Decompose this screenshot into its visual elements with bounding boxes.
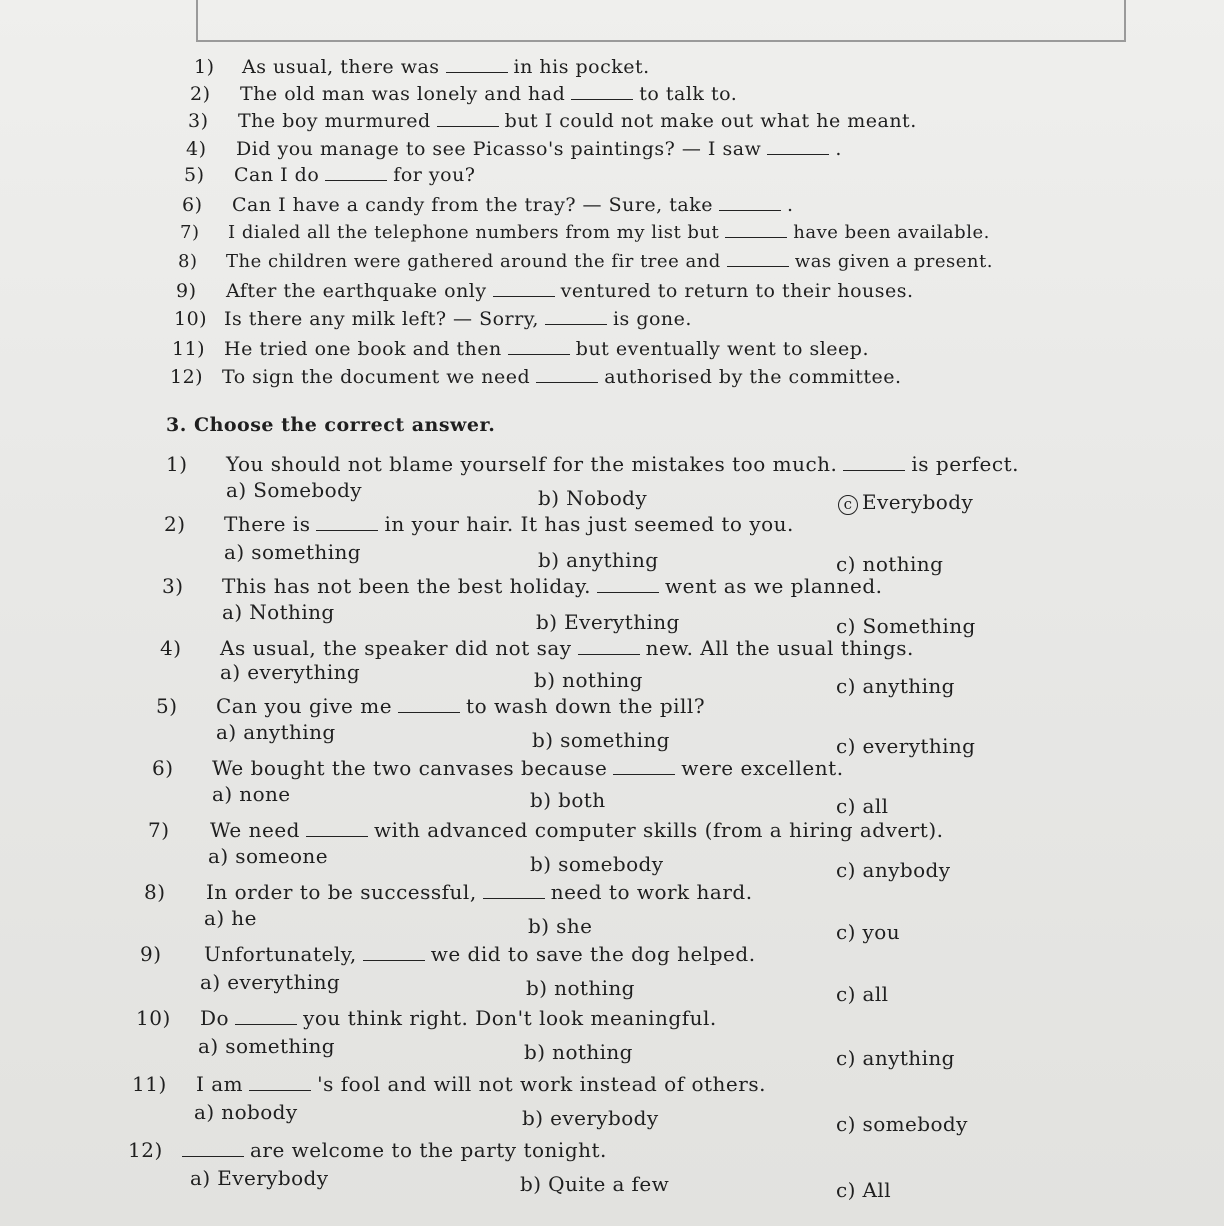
item-number: 11) — [172, 338, 206, 360]
s3-question-2 — [164, 512, 794, 536]
section-3-title: 3. Choose the correct answer. — [166, 414, 496, 436]
question-text-after: need to work hard. — [550, 880, 753, 904]
item-text-after: . — [835, 138, 842, 160]
s2-item-10 — [174, 308, 692, 330]
item-text-before: To sign the document we need — [222, 366, 531, 388]
item-text-after: ventured to return to their houses. — [560, 280, 914, 302]
question-number: 8) — [144, 880, 166, 904]
option-b[interactable]: b) Nobody — [538, 486, 648, 510]
item-text-after: but eventually went to sleep. — [575, 338, 869, 360]
question-text-after: is perfect. — [911, 452, 1019, 476]
question-number: 11) — [132, 1072, 167, 1096]
option-a[interactable]: a) he — [204, 906, 257, 930]
option-c[interactable]: c) Something — [836, 614, 976, 638]
item-text-after: for you? — [393, 164, 476, 186]
item-text-before: Can I have a candy from the tray? — Sure, take — [232, 194, 713, 216]
item-number: 2) — [190, 83, 211, 105]
question-text-after: were excellent. — [681, 756, 844, 780]
item-text-after: . — [786, 194, 794, 216]
item-text-before: After the earthquake only — [226, 280, 487, 302]
s2-item-6 — [182, 194, 794, 216]
question-number: 1) — [166, 452, 188, 476]
question-text-before: You should not blame yourself for the mistakes too much. — [226, 452, 838, 476]
s3-question-8 — [144, 880, 753, 904]
option-b[interactable]: b) Everything — [536, 610, 680, 634]
option-c[interactable]: c) nothing — [836, 552, 944, 576]
s3-question-4 — [160, 636, 914, 660]
option-b[interactable]: b) she — [528, 914, 593, 938]
question-number: 2) — [164, 512, 186, 536]
top-answer-box — [196, 0, 1126, 42]
option-c[interactable]: c) anybody — [836, 858, 951, 882]
question-text-after: are welcome to the party tonight. — [250, 1138, 607, 1162]
option-a[interactable]: a) something — [198, 1034, 335, 1058]
s2-item-12 — [170, 366, 902, 388]
s2-item-11 — [172, 338, 869, 360]
s3-question-11 — [132, 1072, 766, 1096]
option-b[interactable]: b) nothing — [534, 668, 643, 692]
answer-blank[interactable] — [767, 153, 829, 155]
question-number: 5) — [156, 694, 178, 718]
option-a[interactable]: a) someone — [208, 844, 328, 868]
item-text-before: I dialed all the telephone numbers from my list but — [228, 222, 720, 243]
s3-question-6 — [152, 756, 844, 780]
answer-blank[interactable] — [545, 323, 607, 325]
s2-item-3 — [188, 110, 917, 132]
s3-question-3 — [162, 574, 883, 598]
option-a[interactable]: a) everything — [220, 660, 361, 684]
option-c[interactable]: c) All — [836, 1178, 891, 1202]
question-number: 4) — [160, 636, 182, 660]
answer-blank[interactable] — [571, 98, 633, 100]
s2-item-8 — [178, 251, 993, 272]
question-text-before: We bought the two canvases because — [212, 756, 608, 780]
question-text-after: new. All the usual things. — [645, 636, 914, 660]
answer-blank[interactable] — [613, 773, 675, 775]
item-number: 1) — [194, 56, 215, 78]
option-c[interactable]: c) all — [836, 794, 889, 818]
question-text-before: Can you give me — [216, 694, 393, 718]
option-c-selected[interactable] — [838, 490, 973, 515]
item-number: 4) — [186, 138, 207, 160]
item-number: 9) — [176, 280, 197, 302]
answer-blank[interactable] — [363, 959, 425, 961]
answer-blank[interactable] — [235, 1023, 297, 1025]
question-text-after: in your hair. It has just seemed to you. — [384, 512, 794, 536]
item-number: 3) — [188, 110, 209, 132]
answer-blank[interactable] — [843, 469, 905, 471]
option-c[interactable]: c) somebody — [836, 1112, 968, 1136]
question-number: 7) — [148, 818, 170, 842]
item-number: 8) — [178, 251, 198, 272]
answer-blank[interactable] — [483, 897, 545, 899]
s3-question-5 — [156, 694, 705, 718]
option-c[interactable]: c) all — [836, 982, 889, 1006]
question-text-before: This has not been the best holiday. — [222, 574, 592, 598]
option-b[interactable]: b) Quite a few — [520, 1172, 670, 1196]
item-text-before: Did you manage to see Picasso's paintings? — I saw — [236, 138, 762, 160]
answer-blank[interactable] — [249, 1089, 311, 1091]
item-text-after: have been available. — [793, 222, 990, 243]
answer-blank[interactable] — [398, 711, 460, 713]
item-text-before: The children were gathered around the fir tree and — [226, 251, 721, 272]
question-text-after: 's fool and will not work instead of others. — [317, 1072, 766, 1096]
option-a[interactable]: a) Nothing — [222, 600, 335, 624]
s2-item-7 — [180, 222, 990, 243]
question-text-after: with advanced computer skills (from a hiring advert). — [373, 818, 944, 842]
item-text-before: He tried one book and then — [224, 338, 502, 360]
option-b[interactable]: b) somebody — [530, 852, 664, 876]
question-number: 3) — [162, 574, 184, 598]
answer-blank[interactable] — [508, 353, 570, 355]
item-text-before: Can I do — [234, 164, 320, 186]
question-text-before: I am — [196, 1072, 244, 1096]
question-text-after: we did to save the dog helped. — [430, 942, 756, 966]
item-text-before: The boy murmured — [238, 110, 431, 132]
option-c-text: Everybody — [862, 490, 974, 514]
item-text-after: was given a present. — [794, 251, 993, 272]
s3-question-10 — [136, 1006, 717, 1030]
question-number: 9) — [140, 942, 162, 966]
answer-blank[interactable] — [719, 209, 781, 211]
s2-item-9 — [176, 280, 914, 302]
item-text-after: authorised by the committee. — [604, 366, 902, 388]
item-text-after: in his pocket. — [513, 56, 650, 78]
option-b[interactable]: b) both — [530, 788, 606, 812]
option-a[interactable]: a) none — [212, 782, 291, 806]
answer-blank[interactable] — [306, 835, 368, 837]
question-text-after: you think right. Don't look meaningful. — [303, 1006, 717, 1030]
question-number: 6) — [152, 756, 174, 780]
circled-answer-mark: c — [838, 495, 858, 515]
item-number: 12) — [170, 366, 204, 388]
option-a[interactable]: a) nobody — [194, 1100, 298, 1124]
item-text-before: Is there any milk left? — Sorry, — [224, 308, 539, 330]
question-number: 10) — [136, 1006, 171, 1030]
option-a[interactable]: a) anything — [216, 720, 336, 744]
question-text-before: In order to be successful, — [206, 880, 477, 904]
question-text-before: Do — [200, 1006, 230, 1030]
answer-blank[interactable] — [316, 529, 378, 531]
s2-item-4 — [186, 138, 842, 160]
option-c[interactable]: c) anything — [836, 1046, 955, 1070]
question-text-before: As usual, the speaker did not say — [220, 636, 572, 660]
item-number: 7) — [180, 222, 200, 243]
s2-item-2 — [190, 83, 737, 105]
option-c[interactable]: c) anything — [836, 674, 955, 698]
question-text-after: went as we planned. — [665, 574, 883, 598]
item-text-before: As usual, there was — [242, 56, 440, 78]
option-c[interactable]: c) everything — [836, 734, 976, 758]
option-b[interactable]: b) nothing — [526, 976, 635, 1000]
answer-blank[interactable] — [578, 653, 640, 655]
option-a[interactable]: a) something — [224, 540, 361, 564]
question-number: 12) — [128, 1138, 163, 1162]
answer-blank[interactable] — [446, 71, 508, 73]
s3-question-9 — [140, 942, 756, 966]
s2-item-5 — [184, 164, 476, 186]
answer-blank[interactable] — [727, 265, 789, 267]
item-text-after: but I could not make out what he meant. — [504, 110, 917, 132]
item-number: 10) — [174, 308, 208, 330]
option-c[interactable]: c) you — [836, 920, 900, 944]
option-b[interactable]: b) anything — [538, 548, 659, 572]
answer-blank[interactable] — [325, 179, 387, 181]
answer-blank[interactable] — [536, 381, 598, 383]
s3-question-1 — [166, 452, 1019, 476]
question-text-before: There is — [224, 512, 311, 536]
s3-question-7 — [148, 818, 943, 842]
answer-blank[interactable] — [597, 591, 659, 593]
answer-blank[interactable] — [182, 1155, 244, 1157]
question-text-before: We need — [210, 818, 300, 842]
option-b[interactable]: b) something — [532, 728, 670, 752]
s3-question-12 — [128, 1138, 607, 1162]
question-text-after: to wash down the pill? — [466, 694, 706, 718]
item-number: 5) — [184, 164, 205, 186]
option-a[interactable]: a) Somebody — [226, 478, 362, 502]
answer-blank[interactable] — [493, 295, 555, 297]
option-a[interactable]: a) everything — [200, 970, 341, 994]
answer-blank[interactable] — [437, 125, 499, 127]
item-text-after: to talk to. — [639, 83, 738, 105]
item-number: 6) — [182, 194, 203, 216]
option-b[interactable]: b) everybody — [522, 1106, 659, 1130]
item-text-after: is gone. — [612, 308, 692, 330]
option-b[interactable]: b) nothing — [524, 1040, 633, 1064]
question-text-before: Unfortunately, — [204, 942, 357, 966]
s2-item-1 — [194, 56, 650, 78]
answer-blank[interactable] — [725, 236, 787, 238]
item-text-before: The old man was lonely and had — [240, 83, 566, 105]
option-a[interactable]: a) Everybody — [190, 1166, 329, 1190]
